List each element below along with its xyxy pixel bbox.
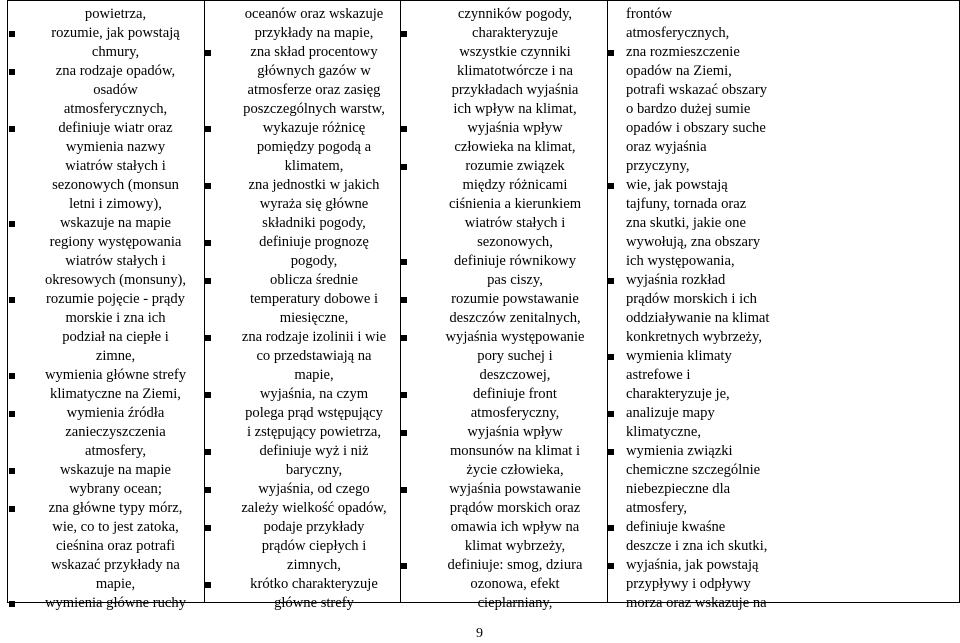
text-line: wiatrów stałych i [65, 253, 166, 269]
text-line: monsunów na klimat i [449, 443, 581, 459]
text-line: opadów na Ziemi, [626, 63, 732, 79]
bullet-icon [205, 335, 211, 341]
text-line: definiuje wiatr oraz [58, 120, 173, 136]
text-line: przykładach wyjaśnia [451, 82, 579, 98]
bullet-icon [205, 487, 211, 493]
bullet-icon [9, 373, 15, 379]
text-line: pory suchej i [477, 348, 553, 364]
text-line: ciśnienia a kierunkiem [448, 196, 582, 212]
text-line: podaje przykłady [263, 519, 365, 535]
text-line: morza oraz wskazuje na [626, 595, 767, 611]
text-line: wskazać przykłady na [51, 557, 180, 573]
text-line: miesięczne, [279, 310, 349, 326]
text-line: rozumie powstawanie [451, 291, 579, 307]
text-line: wszystkie czynniki [459, 44, 571, 60]
bullet-icon [608, 50, 614, 56]
text-line: temperatury dobowe i [249, 291, 379, 307]
text-line: pomiędzy pogodą a [256, 139, 372, 155]
text-line: krótko charakteryzuje [250, 576, 378, 592]
text-line: czynników pogody, [457, 6, 573, 22]
text-line: klimatyczne, [626, 424, 701, 440]
bullet-icon [9, 601, 15, 607]
text-line: atmosferycznych, [626, 25, 730, 41]
text-line: głównych gazów w [257, 63, 371, 79]
bullet-icon [9, 411, 15, 417]
text-line: podział na ciepłe i [62, 329, 169, 345]
text-line: wyjaśnia występowanie [445, 329, 585, 345]
bullet-icon [401, 164, 407, 170]
text-line: przyczyny, [626, 158, 690, 174]
text-line: wymienia nazwy [65, 139, 166, 155]
text-line: klimatem, [284, 158, 344, 174]
bullet-icon [205, 183, 211, 189]
text-line: niebezpieczne dla [626, 481, 731, 497]
text-line: omawia ich wpływ na [450, 519, 580, 535]
text-line: cieplarniany, [477, 595, 553, 611]
bullet-icon [401, 392, 407, 398]
bullet-icon [9, 506, 15, 512]
text-line: ich wpływ na klimat, [453, 101, 577, 117]
bullet-icon [205, 449, 211, 455]
text-line: wie, co to jest zatoka, [52, 519, 179, 535]
column-1 [8, 1, 204, 611]
requirements-table [7, 0, 960, 611]
text-line: charakteryzuje [472, 25, 558, 41]
bullet-icon [205, 392, 211, 398]
text-line: definiuje: smog, dziura [447, 557, 583, 573]
page-number: 9 [476, 626, 483, 641]
text-line: o bardzo dużej sumie [626, 101, 751, 117]
text-line: deszczowej, [479, 367, 551, 383]
text-line: zna rodzaje izolinii i wie [241, 329, 387, 345]
bullet-icon [608, 183, 614, 189]
text-line: zna rozmieszczenie [626, 44, 740, 60]
text-line: pas ciszy, [487, 272, 543, 288]
text-line: składniki pogody, [262, 215, 366, 231]
bullet-icon [401, 430, 407, 436]
bullet-icon [205, 525, 211, 531]
text-line: prądów ciepłych i [261, 538, 367, 554]
bullet-icon [205, 240, 211, 246]
text-line: letni i zimowy), [69, 196, 162, 212]
text-line: wymienia źródła [66, 405, 165, 421]
bullet-icon [608, 354, 614, 360]
text-line: analizuje mapy [626, 405, 715, 421]
text-line: przykłady na mapie, [254, 25, 374, 41]
text-line: zależy wielkość opadów, [241, 500, 387, 516]
text-line: atmosfery, [626, 500, 688, 516]
bullet-icon [9, 221, 15, 227]
bullet-icon [205, 126, 211, 132]
text-line: wywołują, zna obszary [626, 234, 761, 250]
column-cell-2 [205, 1, 401, 611]
column-cell-3 [401, 1, 608, 611]
text-line: ich występowania, [626, 253, 735, 269]
bullet-icon [9, 468, 15, 474]
text-line: wyjaśnia wpływ [467, 424, 563, 440]
bullet-icon [205, 582, 211, 588]
text-line: wskazuje na mapie [59, 215, 172, 231]
text-line: frontów [626, 6, 673, 22]
text-line: cieśnina oraz potrafi [55, 538, 176, 554]
text-line: definiuje wyż i niż [259, 443, 369, 459]
bullet-icon [608, 449, 614, 455]
text-line: wymienia główne strefy [44, 367, 187, 383]
text-line: definiuje front [473, 386, 557, 402]
text-line: zna rodzaje opadów, [55, 63, 176, 79]
text-line: tajfuny, tornada oraz [626, 196, 747, 212]
text-line: sezonowych, [477, 234, 553, 250]
text-line: rozumie pojęcie - prądy [46, 291, 185, 307]
text-line: sezonowych (monsun [52, 177, 179, 193]
text-line: wyraża się główne [259, 196, 369, 212]
text-line: życie człowieka, [466, 462, 564, 478]
text-line: zimnych, [287, 557, 341, 573]
text-line: oceanów oraz wskazuje [244, 6, 384, 22]
text-line: zna główne typy mórz, [48, 500, 183, 516]
text-line: ozonowa, efekt [470, 576, 560, 592]
text-line: zna skład procentowy [250, 44, 378, 60]
text-line: konkretnych wybrzeży, [626, 329, 763, 345]
text-line: prądów morskich i ich [626, 291, 757, 307]
bullet-icon [608, 411, 614, 417]
text-line: wie, jak powstają [626, 177, 728, 193]
text-line: wybrany ocean; [69, 481, 162, 497]
bullet-icon [401, 259, 407, 265]
text-line: baryczny, [285, 462, 343, 478]
text-line: astrefowe i [626, 367, 691, 383]
text-line: chmury, [91, 44, 140, 60]
text-line: wskazuje na mapie [59, 462, 172, 478]
text-line: wyjaśnia, od czego [258, 481, 370, 497]
bullet-icon [9, 297, 15, 303]
text-line: osadów [93, 82, 138, 98]
bullet-icon [608, 525, 614, 531]
text-line: zna skutki, jakie one [626, 215, 746, 231]
text-line: klimatyczne na Ziemi, [50, 386, 181, 402]
text-line: klimatotwórcze i na [457, 63, 573, 79]
text-line: zna jednostki w jakich [248, 177, 380, 193]
text-line: okresowych (monsuny), [44, 272, 187, 288]
text-line: wyjaśnia, jak powstają [626, 557, 759, 573]
column-2 [205, 1, 400, 611]
text-line: definiuje równikowy [454, 253, 576, 269]
text-line: wyjaśnia rozkład [626, 272, 726, 288]
bullet-icon [9, 69, 15, 75]
text-line: zimne, [95, 348, 136, 364]
text-line: opadów i obszary suche [626, 120, 766, 136]
bullet-icon [401, 487, 407, 493]
text-line: prądów morskich oraz [449, 500, 581, 516]
text-line: co przedstawiają na [256, 348, 372, 364]
bullet-icon [401, 335, 407, 341]
text-line: wymienia klimaty [626, 348, 732, 364]
text-line: definiuje prognozę [259, 234, 369, 250]
text-line: powietrza, [84, 6, 147, 22]
text-line: chemiczne szczególnie [626, 462, 761, 478]
text-line: poszczególnych warstw, [243, 101, 385, 117]
text-line: oddziaływanie na klimat [626, 310, 770, 326]
column-cell-4 [608, 1, 960, 611]
text-line: wymienia związki [626, 443, 733, 459]
text-line: główne strefy [274, 595, 354, 611]
text-line: definiuje kwaśne [626, 519, 726, 535]
column-4 [608, 1, 959, 611]
bullet-icon [401, 297, 407, 303]
bullet-icon [205, 50, 211, 56]
text-line: atmosferyczny, [470, 405, 560, 421]
text-line: mapie, [294, 367, 334, 383]
text-line: wymienia główne ruchy [44, 595, 187, 611]
text-line: klimat wybrzeży, [464, 538, 566, 554]
text-line: deszczów zenitalnych, [449, 310, 581, 326]
text-line: atmosferycznych, [63, 101, 168, 117]
text-line: wyjaśnia wpływ [467, 120, 563, 136]
table-row [8, 1, 960, 603]
bullet-icon [9, 126, 15, 132]
text-line: i zstępujący powietrza, [246, 424, 382, 440]
text-line: pogody, [290, 253, 338, 269]
bullet-icon [9, 31, 15, 37]
bullet-icon [205, 278, 211, 284]
text-line: oraz wyjaśnia [626, 139, 707, 155]
text-line: regiony występowania [49, 234, 182, 250]
text-line: między różnicami [462, 177, 568, 193]
text-line: wiatrów stałych i [65, 158, 166, 174]
bullet-icon [401, 563, 407, 569]
text-line: atmosfery, [84, 443, 147, 459]
text-line: zanieczyszczenia [65, 424, 166, 440]
text-line: wykazuje różnicę [262, 120, 366, 136]
text-line: charakteryzuje je, [626, 386, 730, 402]
bullet-icon [401, 31, 407, 37]
text-line: wyjaśnia powstawanie [449, 481, 581, 497]
text-line: atmosferze oraz zasięg [247, 82, 381, 98]
bullet-icon [608, 278, 614, 284]
text-line: człowieka na klimat, [454, 139, 576, 155]
text-line: potrafi wskazać obszary [626, 82, 768, 98]
bullet-icon [401, 126, 407, 132]
text-line: morskie i zna ich [65, 310, 166, 326]
bullet-icon [608, 563, 614, 569]
text-line: przypływy i odpływy [626, 576, 751, 592]
text-line: mapie, [95, 576, 136, 592]
column-cell-1 [8, 1, 205, 611]
text-line: rozumie związek [465, 158, 565, 174]
text-line: polega prąd wstępujący [245, 405, 383, 421]
text-line: rozumie, jak powstają [51, 25, 180, 41]
text-line: wiatrów stałych i [464, 215, 566, 231]
text-line: deszcze i zna ich skutki, [626, 538, 768, 554]
text-line: oblicza średnie [270, 272, 358, 288]
text-line: wyjaśnia, na czym [259, 386, 369, 402]
column-3 [401, 1, 607, 611]
